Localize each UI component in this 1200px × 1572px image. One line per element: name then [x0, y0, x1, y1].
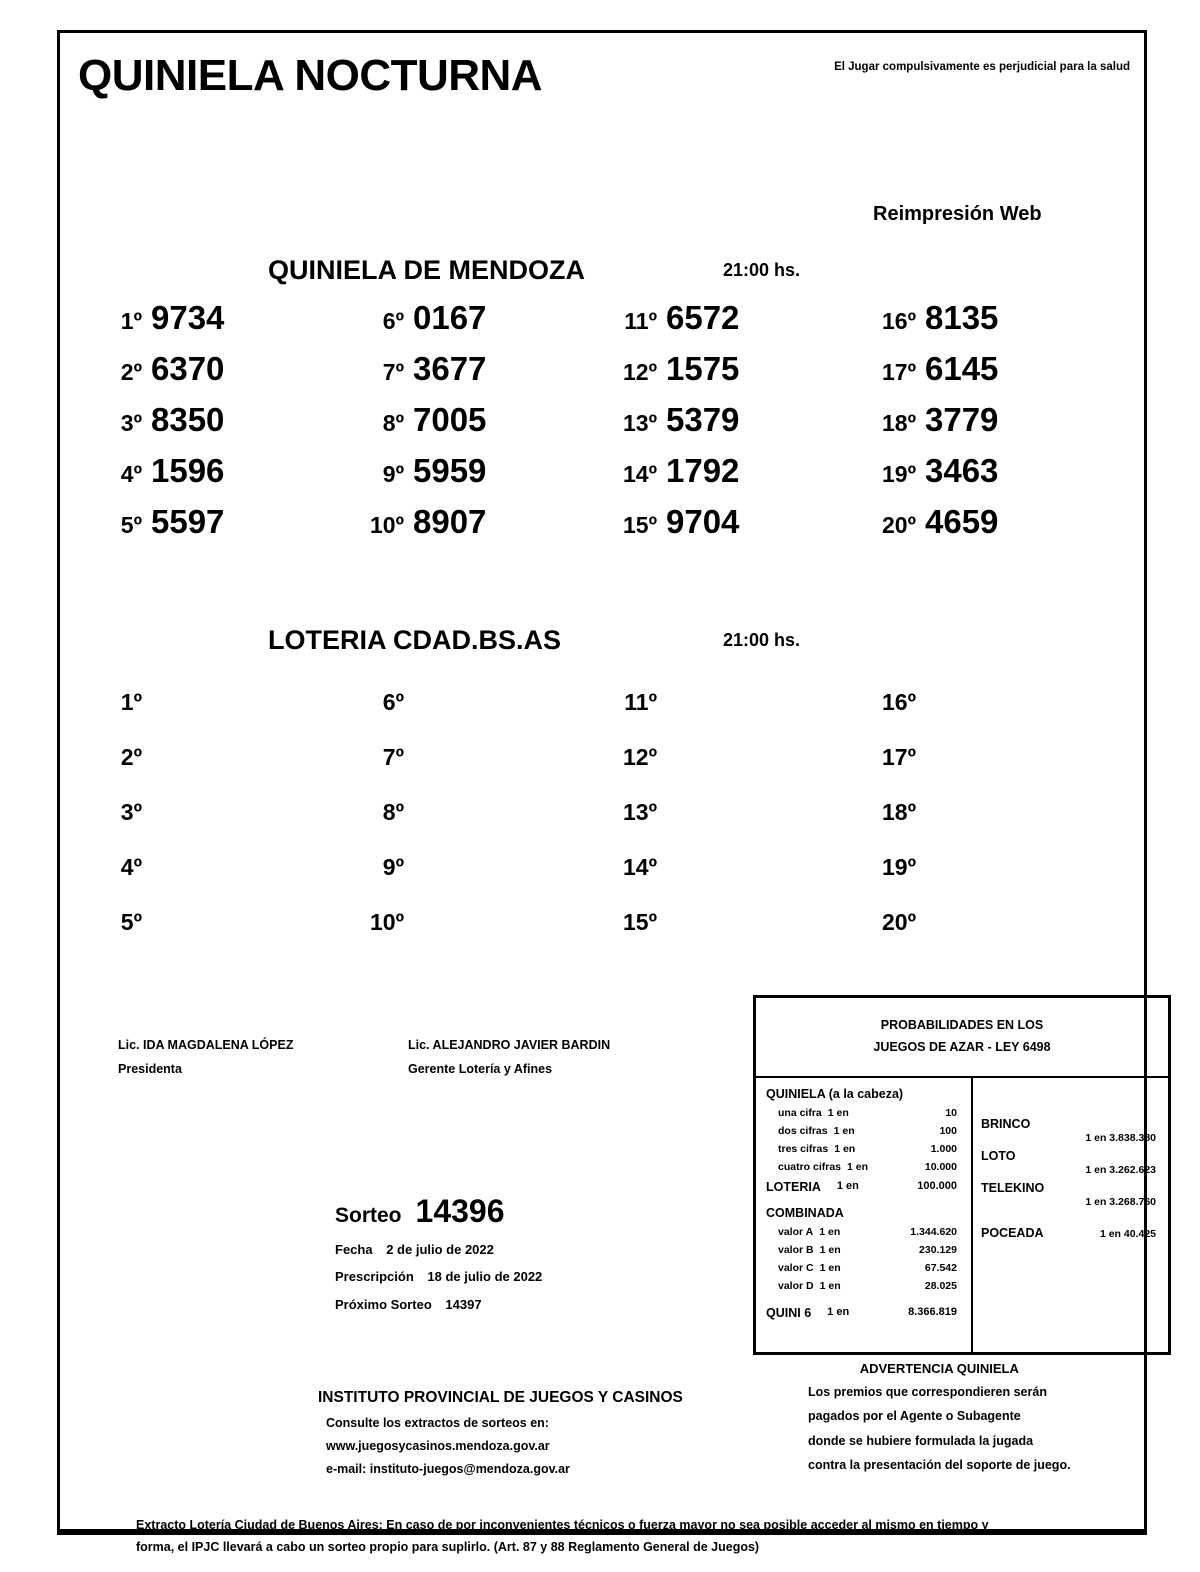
odds-label: valor C: [778, 1262, 814, 1275]
probabilities-box: [753, 995, 1171, 1355]
result-position: 18º: [882, 410, 916, 436]
result-row: [360, 350, 486, 401]
result-position: 12º: [623, 744, 657, 770]
result-row: [860, 452, 998, 503]
game-odds-block: [981, 1181, 1160, 1208]
institution-website: www.juegosycasinos.mendoza.gov.ar: [326, 1439, 550, 1454]
result-row: [605, 854, 666, 909]
result-row: [605, 909, 666, 964]
result-position: 4º: [120, 461, 142, 487]
game-name: POCEADA: [981, 1226, 1044, 1240]
result-position: 14º: [623, 854, 657, 880]
result-number: 1792: [666, 452, 740, 489]
footnote-block: [136, 1515, 1146, 1559]
result-position: 6º: [382, 308, 404, 334]
quini6-label: QUINI 6: [766, 1306, 812, 1321]
results-column: [360, 689, 413, 964]
result-position: 8º: [382, 410, 404, 436]
probabilities-left-column: [756, 1078, 973, 1352]
sorteo-prescripcion-row: [335, 1263, 542, 1290]
result-position: 3º: [120, 410, 142, 436]
quiniela-odds-row: [766, 1140, 963, 1158]
result-number: 8350: [151, 401, 225, 438]
result-number: 5379: [666, 401, 740, 438]
result-position: 19º: [882, 461, 916, 487]
result-row: [860, 854, 925, 909]
game-odds: 1 en 3.262.623: [1085, 1164, 1156, 1176]
result-position: 17º: [882, 359, 916, 385]
loteria-en: 1 en: [836, 1180, 859, 1193]
signature-president-role: Presidenta: [118, 1062, 182, 1077]
quiniela-odds-row: [766, 1122, 963, 1140]
results-column: [605, 299, 739, 554]
result-row: [605, 452, 739, 503]
spacer: [981, 1087, 1160, 1117]
result-row: [108, 744, 151, 799]
result-position: 5º: [120, 512, 142, 538]
odds-value: 67.542: [924, 1262, 957, 1275]
result-position: 20º: [882, 512, 916, 538]
game-name: LOTO: [981, 1149, 1016, 1163]
result-row: [360, 452, 486, 503]
result-number: 1575: [666, 350, 740, 387]
odds-label: valor D: [778, 1280, 814, 1293]
result-position: 1º: [120, 308, 142, 334]
results-grid-mendoza: [60, 299, 1144, 569]
quiniela-odds-row: [766, 1158, 963, 1176]
odds-label: una cifra: [778, 1107, 822, 1119]
footnote-line-1: Extracto Lotería Ciudad de Buenos Aires: En caso de por inconvenientes técnicos o fuerza mayor no sea posible acceder al mismo en tiempo y: [136, 1518, 989, 1532]
result-number: 5597: [151, 503, 225, 540]
result-row: [108, 299, 224, 350]
game-name: BRINCO: [981, 1117, 1031, 1131]
sorteo-prescripcion-label: Prescripción: [335, 1269, 414, 1285]
result-position: 11º: [624, 308, 657, 334]
sorteo-proximo-value: 14397: [445, 1296, 482, 1312]
signature-manager-name: Lic. ALEJANDRO JAVIER BARDIN: [408, 1038, 611, 1052]
result-position: 9º: [382, 854, 404, 880]
result-position: 15º: [623, 512, 657, 538]
result-row: [605, 744, 666, 799]
result-number: 7005: [413, 401, 487, 438]
institution-block: [318, 1389, 683, 1481]
result-row: [108, 689, 151, 744]
combinada-odds-row: [766, 1223, 963, 1241]
result-number: 0167: [413, 299, 487, 336]
result-number: 6370: [151, 350, 225, 387]
gambling-warning: El Jugar compulsivamente es perjudicial para la salud: [834, 61, 1130, 73]
result-position: 10º: [370, 512, 404, 538]
result-position: 18º: [882, 799, 916, 825]
combinada-odds-row: [766, 1277, 963, 1295]
odds-value: 100: [939, 1125, 957, 1138]
quini6-value: 8.366.819: [908, 1306, 957, 1319]
odds-en: 1 en: [819, 1262, 841, 1275]
sorteo-fecha-value: 2 de julio de 2022: [386, 1242, 494, 1257]
quini6-en: 1 en: [827, 1306, 850, 1319]
odds-label: valor A: [778, 1225, 814, 1238]
result-position: 17º: [882, 744, 916, 770]
result-row: [860, 503, 998, 554]
reprint-label: Reimpresión Web: [873, 203, 1042, 225]
game-odds: 1 en 40.425: [1099, 1228, 1156, 1240]
section-title-bsas: LOTERIA CDAD.BS.AS: [268, 625, 562, 655]
advertencia-line-2: pagados por el Agente o Subagente: [808, 1409, 1021, 1424]
game-odds-block: [981, 1149, 1160, 1176]
combinada-group-title: COMBINADA: [766, 1205, 844, 1220]
page-header: [60, 33, 1144, 119]
result-number: 6145: [925, 350, 999, 387]
result-row: [605, 689, 666, 744]
result-number: 3677: [413, 350, 487, 387]
result-number: 8135: [925, 299, 999, 336]
signature-president: [118, 1033, 293, 1082]
result-row: [860, 350, 998, 401]
result-row: [605, 299, 739, 350]
sorteo-proximo-row: [335, 1291, 542, 1318]
probabilities-title-line2: JUEGOS DE AZAR - LEY 6498: [873, 1040, 1051, 1054]
game-odds-block: [981, 1117, 1160, 1144]
results-column: [108, 299, 224, 554]
results-column: [108, 689, 151, 964]
odds-value: 28.025: [924, 1280, 957, 1293]
result-row: [108, 452, 224, 503]
result-position: 5º: [120, 909, 142, 935]
result-row: [360, 909, 413, 964]
result-row: [360, 401, 486, 452]
odds-label: cuatro cifras: [778, 1161, 842, 1174]
extracto-sheet: [57, 30, 1156, 1554]
sorteo-fecha-label: Fecha: [335, 1242, 373, 1257]
result-position: 7º: [382, 744, 404, 770]
section-time-bsas: 21:00 hs.: [723, 630, 801, 650]
result-position: 19º: [882, 854, 916, 880]
result-position: 13º: [623, 410, 657, 436]
result-row: [860, 799, 925, 854]
odds-label: valor B: [778, 1243, 814, 1256]
result-row: [360, 799, 413, 854]
result-row: [360, 503, 486, 554]
signature-president-name: Lic. IDA MAGDALENA LÓPEZ: [118, 1038, 294, 1052]
sorteo-proximo-label: Próximo Sorteo: [335, 1296, 432, 1312]
results-column: [605, 689, 666, 964]
game-odds: 1 en 3.838.380: [1085, 1132, 1156, 1144]
sorteo-fecha-row: [335, 1236, 542, 1263]
odds-en: 1 en: [819, 1243, 841, 1256]
loteria-label: LOTERIA: [766, 1180, 821, 1195]
result-row: [108, 401, 224, 452]
result-number: 3779: [925, 401, 999, 438]
signature-manager-role: Gerente Lotería y Afines: [408, 1062, 553, 1077]
result-position: 8º: [382, 799, 404, 825]
result-row: [108, 350, 224, 401]
game-name: TELEKINO: [981, 1181, 1045, 1195]
result-number: 4659: [925, 503, 999, 540]
result-position: 6º: [382, 689, 404, 715]
sorteo-number-row: [335, 1193, 542, 1230]
result-number: 9704: [666, 503, 740, 540]
spacer: [766, 1295, 963, 1302]
institution-line-1: Consulte los extractos de sorteos en:: [326, 1416, 549, 1430]
result-row: [360, 854, 413, 909]
result-position: 10º: [370, 909, 404, 935]
page-title: QUINIELA NOCTURNA: [78, 51, 543, 100]
loteria-value: 100.000: [917, 1180, 957, 1193]
result-row: [360, 744, 413, 799]
result-position: 3º: [120, 799, 142, 825]
result-position: 14º: [623, 461, 657, 487]
results-column: [360, 299, 486, 554]
result-position: 11º: [624, 689, 657, 715]
result-row: [605, 799, 666, 854]
advertencia-block: [808, 1361, 1071, 1478]
result-position: 12º: [623, 359, 657, 385]
result-row: [605, 350, 739, 401]
result-number: 3463: [925, 452, 999, 489]
game-odds: 1 en 3.268.760: [1085, 1196, 1156, 1208]
quiniela-group-title: QUINIELA (a la cabeza): [766, 1087, 904, 1101]
result-row: [108, 854, 151, 909]
games-odds-list: [981, 1117, 1160, 1240]
result-position: 16º: [882, 689, 916, 715]
advertencia-line-1: Los premios que correspondieren serán: [808, 1385, 1047, 1399]
odds-en: 1 en: [819, 1280, 841, 1293]
footnote-line-2: forma, el IPJC llevará a cabo un sorteo propio para suplirlo. (Art. 87 y 88 Reglamento General de Juegos): [136, 1539, 760, 1554]
result-position: 16º: [882, 308, 916, 334]
odds-value: 1.344.620: [910, 1225, 957, 1238]
result-row: [108, 909, 151, 964]
result-number: 5959: [413, 452, 487, 489]
result-row: [860, 909, 925, 964]
results-grid-bsas: [60, 689, 1144, 979]
result-row: [860, 299, 998, 350]
result-number: 9734: [151, 299, 225, 336]
signature-manager: [408, 1033, 610, 1082]
sorteo-prescripcion-value: 18 de julio de 2022: [427, 1269, 543, 1285]
result-row: [860, 401, 998, 452]
result-row: [860, 744, 925, 799]
institution-email: e-mail: instituto-juegos@mendoza.gov.ar: [326, 1462, 570, 1477]
odds-en: 1 en: [833, 1125, 855, 1138]
result-position: 2º: [120, 744, 142, 770]
odds-value: 10: [945, 1107, 957, 1119]
advertencia-title: ADVERTENCIA QUINIELA: [859, 1361, 1019, 1376]
sorteo-label: Sorteo: [335, 1204, 402, 1227]
result-row: [108, 799, 151, 854]
result-position: 13º: [623, 799, 657, 825]
probabilities-title: [756, 998, 1168, 1078]
result-row: [360, 299, 486, 350]
results-column: [860, 689, 925, 964]
odds-value: 10.000: [924, 1161, 957, 1174]
quiniela-odds-list: [766, 1104, 963, 1176]
odds-en: 1 en: [847, 1161, 869, 1174]
result-position: 2º: [120, 359, 142, 385]
result-position: 7º: [382, 359, 404, 385]
probabilities-title-line1: PROBABILIDADES EN LOS: [880, 1018, 1044, 1033]
odds-label: tres cifras: [778, 1143, 829, 1156]
odds-en: 1 en: [819, 1225, 841, 1238]
loteria-odds-row: [766, 1176, 963, 1200]
quini6-odds-row: [766, 1302, 963, 1326]
results-column: [860, 299, 998, 554]
combinada-odds-row: [766, 1241, 963, 1259]
section-title-mendoza: QUINIELA DE MENDOZA: [268, 255, 585, 285]
probabilities-right-column: [973, 1078, 1168, 1352]
result-row: [860, 689, 925, 744]
advertencia-line-4: contra la presentación del soporte de juego.: [808, 1458, 1071, 1473]
sorteo-number: 14396: [415, 1193, 505, 1229]
odds-en: 1 en: [827, 1107, 849, 1119]
result-position: 4º: [120, 854, 142, 880]
result-row: [605, 401, 739, 452]
odds-value: 1.000: [930, 1143, 957, 1156]
result-row: [108, 503, 224, 554]
game-odds-block: [981, 1226, 1160, 1240]
institution-title: INSTITUTO PROVINCIAL DE JUEGOS Y CASINOS: [318, 1389, 683, 1406]
result-position: 1º: [120, 689, 142, 715]
probabilities-body: [756, 1078, 1168, 1352]
result-number: 6572: [666, 299, 740, 336]
quiniela-odds-row: [766, 1104, 963, 1122]
result-position: 20º: [882, 909, 916, 935]
result-number: 1596: [151, 452, 225, 489]
advertencia-line-3: donde se hubiere formulada la jugada: [808, 1433, 1034, 1448]
odds-en: 1 en: [834, 1143, 856, 1156]
odds-label: dos cifras: [778, 1125, 828, 1138]
section-time-mendoza: 21:00 hs.: [723, 260, 801, 280]
result-number: 8907: [413, 503, 487, 540]
combinada-odds-list: [766, 1223, 963, 1295]
result-position: 15º: [623, 909, 657, 935]
odds-value: 230.129: [919, 1243, 957, 1256]
result-row: [605, 503, 739, 554]
result-row: [360, 689, 413, 744]
sorteo-block: [335, 1193, 542, 1318]
combinada-odds-row: [766, 1259, 963, 1277]
bottom-divider: [60, 1529, 1144, 1532]
result-position: 9º: [382, 461, 404, 487]
